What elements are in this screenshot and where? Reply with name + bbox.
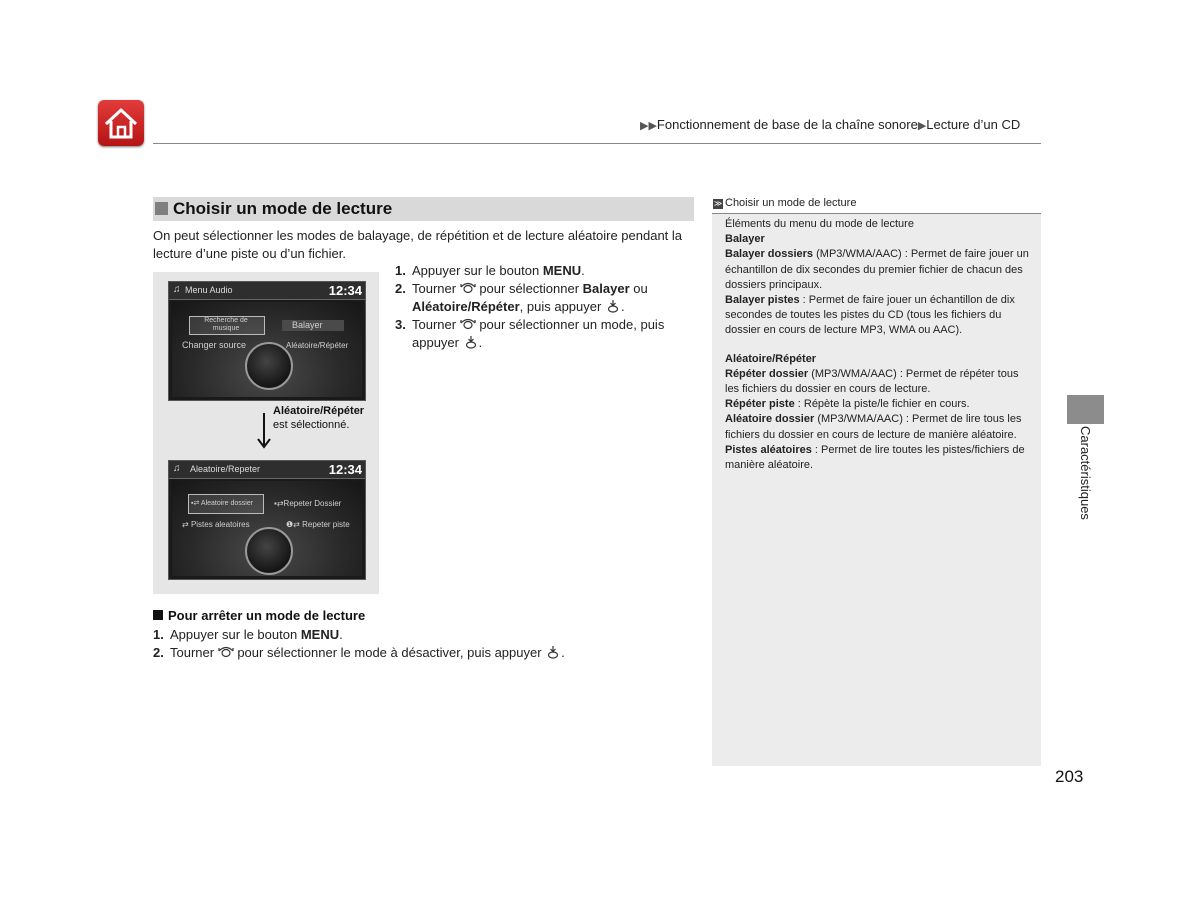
- screen-header: [169, 282, 365, 300]
- menu-item-changer-source[interactable]: Changer source: [182, 340, 247, 350]
- page-number: 203: [1055, 767, 1084, 786]
- shuffle-tracks-icon: ⇄: [182, 520, 191, 529]
- side-note-title: [713, 197, 856, 209]
- step-text: Tourner: [412, 317, 460, 332]
- heading-square-marker: [153, 610, 163, 620]
- step-text: ou: [629, 281, 648, 296]
- step-text: , puis appuyer: [519, 299, 605, 314]
- audio-menu-screen: [168, 281, 366, 401]
- breadcrumb-link-audio[interactable]: Fonctionnement de base de la chaîne sonore: [656, 117, 918, 132]
- menu-item-repeter-dossier[interactable]: ▪⇄Repeter Dossier: [274, 499, 342, 508]
- repeat-folder-icon: ▪⇄: [274, 499, 284, 508]
- breadcrumb-current: Lecture d’un CD: [926, 117, 1021, 132]
- selector-press-icon: [545, 645, 561, 659]
- selector-press-icon: [605, 299, 621, 313]
- chapter-tab-label[interactable]: Caractéristiques: [1078, 426, 1093, 520]
- stop-step-1: [153, 626, 693, 644]
- note-subhead: Aléatoire/Répéter: [725, 352, 817, 365]
- breadcrumb: ▶▶Fonctionnement de base de la chaîne sonore▶Lecture d’un CD: [640, 117, 1021, 132]
- note-entry: Balayer pistes : Permet de faire jouer un échantillon de dix secondes de toutes les pistes du CD (tous les fichiers du dossier en cours de lecture MP3, WMA ou AAC).: [725, 294, 1015, 337]
- note-entry: Répéter piste : Répète la piste/le fichier en cours.: [725, 398, 970, 411]
- note-entry: Pistes aléatoires : Permet de lire toutes les pistes/fichiers de manière aléatoire.: [725, 443, 1025, 472]
- screen-clock: 12:34: [328, 283, 362, 298]
- selection-caption: [273, 404, 364, 432]
- note-intro: Éléments du menu du mode de lecture: [725, 218, 914, 230]
- home-button[interactable]: [98, 100, 144, 146]
- menu-item-pistes-aleatoires[interactable]: ⇄ Pistes aleatoires: [182, 520, 250, 529]
- note-entry: Aléatoire dossier (MP3/WMA/AAC) : Permet de lire tous les fichiers du dossier en cours de lecture de manière aléatoire.: [725, 413, 1022, 441]
- step-3: [395, 316, 695, 352]
- selector-knob-icon: [218, 645, 234, 659]
- step-number: 2.: [153, 645, 164, 660]
- selection-caption-text: est sélectionné.: [273, 419, 350, 431]
- selector-knob-icon: [460, 281, 476, 295]
- side-note-title-text: Choisir un mode de lecture: [725, 197, 857, 209]
- menu-item-balayer[interactable]: Balayer: [292, 320, 323, 330]
- down-arrow-icon: [256, 411, 272, 451]
- screen-header: [169, 461, 365, 479]
- screen-clock: 12:34: [328, 462, 362, 477]
- menu-item-repeter-piste[interactable]: ❶⇄ Repeter piste: [286, 520, 350, 529]
- menu-item-aleatoire-dossier[interactable]: ▪⇄ Aleatoire dossier: [191, 500, 254, 507]
- option-label: Balayer: [582, 281, 630, 296]
- selection-caption-term: Aléatoire/Répéter: [273, 405, 365, 417]
- step-number: 1.: [153, 627, 164, 642]
- menu-item-aleatoire-repeter[interactable]: Aléatoire/Répéter: [286, 341, 349, 350]
- random-repeat-screen: [168, 460, 366, 580]
- screen-title: Aleatoire/Repeter: [190, 464, 261, 474]
- shuffle-folder-icon: ▪⇄: [191, 500, 201, 507]
- note-marker-icon: ≫: [713, 199, 723, 208]
- step-number: 2.: [395, 281, 406, 296]
- chapter-tab[interactable]: [1067, 395, 1104, 424]
- step-2: [395, 280, 695, 316]
- step-text: pour sélectionner un mode, puis appuyer: [412, 317, 665, 350]
- step-text: Appuyer sur le bouton: [412, 263, 543, 278]
- option-label: Aléatoire/Répéter: [412, 299, 520, 314]
- note-subhead: Balayer: [725, 233, 765, 246]
- step-text: Tourner: [412, 281, 460, 296]
- screen-title: Menu Audio: [185, 285, 233, 295]
- section-title: Choisir un mode de lecture: [173, 199, 393, 218]
- stop-mode-title: Pour arrêter un mode de lecture: [168, 608, 366, 623]
- note-entry: Répéter dossier (MP3/WMA/AAC) : Permet de répéter tous les fichiers du dossier en cours de lecture.: [725, 367, 1019, 396]
- steps-list: [395, 262, 695, 352]
- menu-item-recherche[interactable]: Recherche de musique: [204, 317, 248, 332]
- step-text: pour sélectionner: [475, 281, 583, 296]
- step-text: Appuyer sur le bouton: [170, 627, 301, 642]
- step-text: .: [620, 299, 625, 314]
- intro-paragraph: On peut sélectionner les modes de balayage, de répétition et de lecture aléatoire pendant la lecture d’une piste ou d’un fichier.: [153, 228, 683, 261]
- step-text: .: [339, 627, 343, 642]
- step-text: Tourner: [170, 645, 218, 660]
- stop-mode-heading: [153, 608, 365, 623]
- stop-steps-list: [153, 626, 693, 662]
- selector-dial: [245, 527, 293, 575]
- step-number: 3.: [395, 317, 406, 332]
- header-divider: [153, 143, 1041, 144]
- menu-button-label: MENU: [542, 263, 582, 278]
- home-icon: [98, 100, 144, 146]
- step-text: .: [561, 645, 565, 660]
- side-note-body: [725, 217, 1030, 473]
- selector-knob-icon: [460, 317, 476, 331]
- screen-body: [172, 481, 362, 576]
- note-entry: Balayer dossiers (MP3/WMA/AAC) : Permet de faire jouer un échantillon de dix secondes du premier fichier de chacun des dossiers principaux.: [725, 248, 1029, 291]
- music-note-icon: ♫: [173, 284, 181, 295]
- step-number: 1.: [395, 263, 406, 278]
- stop-step-2: [153, 644, 693, 662]
- step-text: .: [581, 263, 585, 278]
- music-note-icon: ♫: [173, 463, 181, 474]
- step-text: pour sélectionner le mode à désactiver, puis appuyer: [233, 645, 546, 660]
- menu-button-label: MENU: [300, 627, 340, 642]
- repeat-track-icon: ❶⇄: [286, 520, 303, 529]
- step-text: .: [478, 335, 483, 350]
- screen-body: [172, 302, 362, 397]
- step-1: [395, 262, 695, 280]
- selector-press-icon: [463, 335, 479, 349]
- section-marker: [155, 202, 168, 215]
